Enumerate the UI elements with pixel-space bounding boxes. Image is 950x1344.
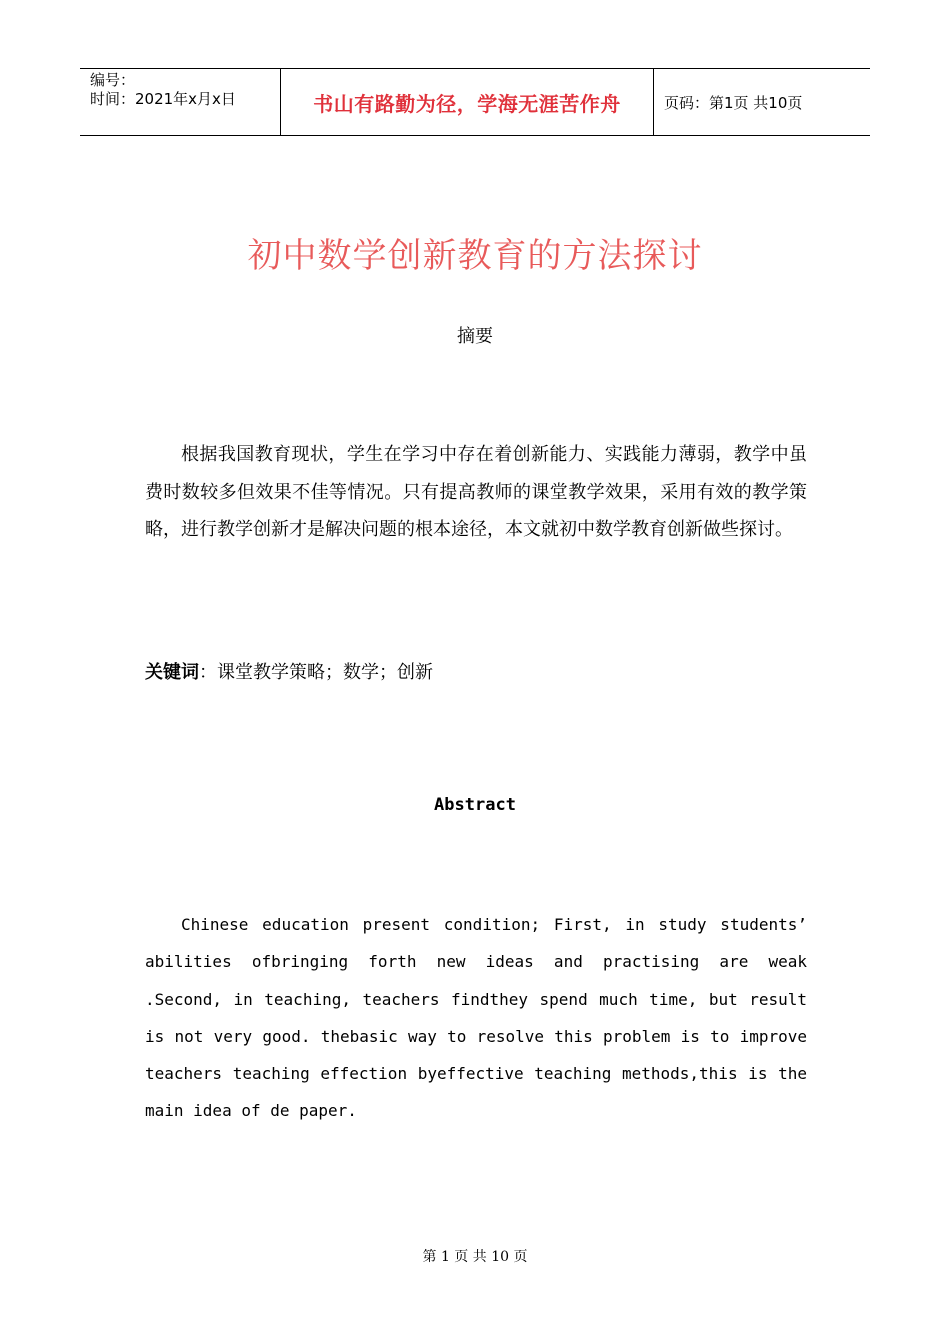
header-number-label: 编号： [90,71,136,89]
abstract-en-body: Chinese education present condition; First, in study students’ abilities ofbringing forth new ideas and practising are weak .Second, in teaching, teachers findthey spend much time, but result is not very good. thebasic way to resolve this problem is to improve teachers teaching effection byeffective teaching methods,this is the main idea of de paper. [145,915,807,1121]
page-title: 初中数学创新教育的方法探讨 [247,236,703,276]
abstract-cn-body: 根据我国教育现状，学生在学习中存在着创新能力、实践能力薄弱，教学中虽费时数较多但效果不佳等情况。只有提高教师的课堂教学效果，采用有效的教学策略，进行教学创新才是解决问题的根本途径，本文就初中数学教育创新做些探讨。 [145,444,807,540]
keywords-value: ：课堂教学策略；数学；创新 [199,662,433,683]
header-date-label: 时间：2021年x月x日 [90,90,236,108]
keywords-label: 关键词 [145,662,199,683]
page-footer: 第 1 页 共 10 页 [422,1249,528,1265]
abstract-cn-heading: 摘要 [457,326,493,347]
document-header [80,68,870,136]
header-page-info: 页码：第1页 共10页 [664,93,803,112]
header-motto: 书山有路勤为径，学海无涯苦作舟 [281,69,654,135]
keywords-line [145,658,433,684]
abstract-en-heading: Abstract [434,795,516,815]
header-meta-cell [80,69,281,135]
